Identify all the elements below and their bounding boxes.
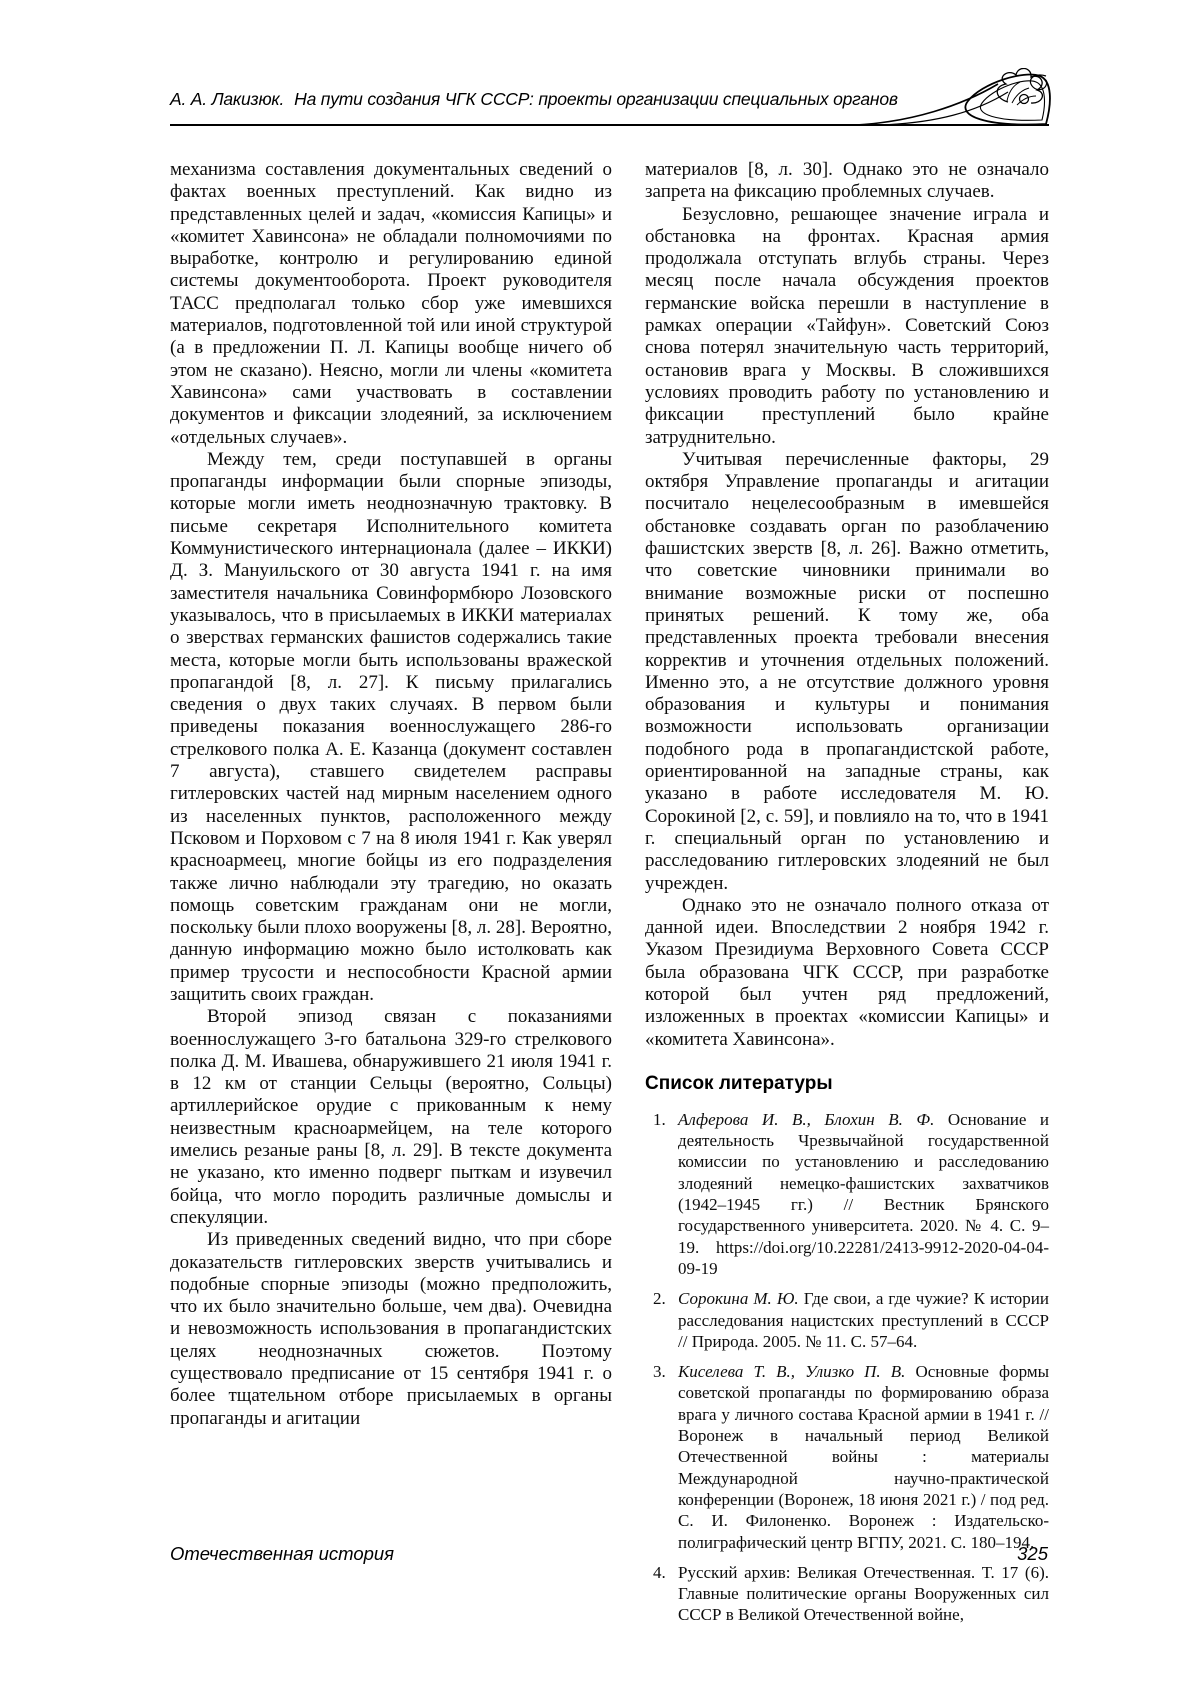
references-heading: Список литературы: [645, 1072, 833, 1094]
right-column: [645, 159, 1049, 1635]
reference-text: Основные формы советской пропаганды по формированию образа врага у личного состава Красной армии в 1941 г. // Воронеж в начальный период Великой Отечественной войны : материалы Международной научно-практической конференции (Воронеж, 18 июня 2021 г.) / под ред. С. И. Филоненко. Воронеж : Издательско-полиграфический центр ВГПУ, 2021. С. 180–194.: [678, 1362, 1049, 1552]
body-paragraph: Учитывая перечисленные факторы, 29 октября Управление пропаганды и агитации посчитало нецелесообразным в имевшейся обстановке создавать орган по разоблачению фашистских зверств [8, л. 26]. Важно отметить, что советские чиновники принимали во внимание возможные риски от поспешно принятых решений. К тому же, оба представленных проекта требовали внесения корректив и уточнения отдельных положений. Именно это, а не отсутствие должного уровня образования и культуры и понимания возможности использовать организации подобного рода в пропагандистской работе, ориентированной на западные страны, как указано в работе исследователя М. Ю. Сорокиной [2, с. 59], и повлияло на то, что в 1941 г. специальный орган по установлению и расследованию гитлеровских злодеяний не был учрежден.: [645, 448, 1049, 894]
body-paragraph: материалов [8, л. 30]. Однако это не означало запрета на фиксацию проблемных случаев.: [645, 159, 1049, 203]
reference-item: [653, 1288, 1049, 1352]
flower-ornament-icon: [856, 68, 1052, 127]
body-paragraph: Между тем, среди поступавшей в органы пропаганды информации были спорные эпизоды, которые могли иметь неоднозначную трактовку. В письме секретаря Исполнительного комитета Коммунистического интернационала (далее – ИККИ) Д. З. Мануильского от 30 августа 1941 г. на имя заместителя начальника Совинформбюро Лозовского указывалось, что в присылаемых в ИККИ материалах о зверствах германских фашистов содержались такие места, которые могли быть использованы вражеской пропагандой [8, л. 27]. К письму прилагались сведения о двух таких случаях. В первом были приведены показания военнослужащего 286-го стрелкового полка А. Е. Казанца (документ составлен 7 августа), ставшего свидетелем расправы гитлеровских частей над мирным населением одного из населенных пунктов, расположенного между Псковом и Порховом с 7 на 8 июля 1941 г. Как уверял красноармеец, многие бойцы из его подразделения также лично наблюдали эту трагедию, но оказать помощь советским гражданам они не могли, поскольку были плохо вооружены [8, л. 28]. Вероятно, данную информацию можно было истолковать как пример трусости и неспособности Красной армии защитить своих граждан.: [170, 448, 612, 1005]
body-paragraph: Второй эпизод связан с показаниями военнослужащего 3-го батальона 329-го стрелкового полка Д. М. Ивашева, обнаружившего 21 июля 1941 г. в 12 км от станции Сельцы (вероятно, Сольцы) артиллерийское орудие с прикованным к нему неизвестным красноармейцем, на теле которого имелись резаные раны [8, л. 29]. В тексте документа не указано, кто именно подверг пыткам и изувечил бойца, что могло породить различные домыслы и спекуляции.: [170, 1006, 612, 1228]
reference-authors: Алферова И. В., Блохин В. Ф.: [678, 1109, 948, 1129]
reference-item: [653, 1109, 1049, 1279]
reference-number: 3.: [653, 1362, 666, 1382]
body-paragraph: Однако это не означало полного отказа от данной идеи. Впоследствии 2 ноября 1942 г. Указом Президиума Верховного Совета СССР была образована ЧГК СССР, при разработке которой был учтен ряд предложений, изложенных в проектах «комиссии Капицы» и «комитета Хавинсона».: [645, 894, 1049, 1050]
running-head-author: А. А. Лакизюк.: [170, 89, 285, 109]
reference-number: 4.: [653, 1562, 666, 1582]
running-head-title: На пути создания ЧГК СССР: проекты организации специальных органов: [294, 89, 898, 109]
running-head: [170, 88, 898, 110]
reference-number: 2.: [653, 1289, 666, 1309]
reference-item: [653, 1562, 1049, 1626]
reference-text: Русский архив: Великая Отечественная. Т. 17 (6). Главные политические органы Вооруженных сил СССР в Великой Отечественной войне,: [678, 1562, 1049, 1625]
reference-number: 1.: [653, 1109, 666, 1129]
footer-journal-title: Отечественная история: [170, 1543, 395, 1564]
footer-page-number: 325: [1017, 1543, 1048, 1564]
article-body: [170, 159, 1049, 1635]
reference-text: Основание и деятельность Чрезвычайной государственной комиссии по установлению и расследованию злодеяний немецко-фашистских захватчиков (1942–1945 гг.) // Вестник Брянского государственного университета. 2020. № 4. С. 9–19. https://doi.org/10.22281/2413-9912-2020-04-04-09-19: [678, 1109, 1050, 1278]
page-footer: [170, 1543, 1048, 1565]
reference-item: [653, 1361, 1049, 1553]
reference-authors: Сорокина М. Ю.: [678, 1289, 804, 1309]
body-paragraph: Из приведенных сведений видно, что при сборе доказательств гитлеровских зверств учитывались и подобные спорные эпизоды (можно предположить, что их было значительно больше, чем два). Очевидна и невозможность использования в пропагандистских целях неоднозначных сюжетов. Поэтому существовало предписание от 15 сентября 1941 г. о более тщательном отборе присылаемых в органы пропаганды и агитации: [170, 1229, 612, 1429]
right-column-paragraphs: [645, 159, 1049, 1051]
body-paragraph: Безусловно, решающее значение играла и обстановка на фронтах. Красная армия продолжала отступать вглубь страны. Через месяц после начала обсуждения проектов германские войска перешли в наступление в рамках операции «Тайфун». Советский Союз снова потерял значительную часть территорий, остановив врага у Москвы. В сложившихся условиях проводить работу по установлению и фиксации преступлений было крайне затруднительно.: [645, 203, 1049, 448]
reference-text: Где свои, а где чужие? К истории расследования нацистских преступлений в СССР // Природа. 2005. № 11. С. 57–64.: [678, 1289, 1049, 1351]
body-paragraph: механизма составления документальных сведений о фактах военных преступлений. Как видно из представленных целей и задач, «комиссия Капицы» и «комитет Хавинсона» не обладали полномочиями по выработке, контролю и регулированию единой системы документооборота. Проект руководителя ТАСС предполагал только сбор уже имевшихся материалов, подготовленной той или иной структурой (а в предложении П. Л. Капицы вообще ничего об этом не сказано). Неясно, могли ли члены «комитета Хавинсона» сами участвовать в составлении документов и фиксации злодеяний, за исключением «отдельных случаев».: [170, 159, 612, 448]
reference-authors: Киселева Т. В., Улизко П. В.: [678, 1362, 916, 1382]
header-rule: [170, 124, 1049, 126]
left-column: [170, 159, 612, 1635]
